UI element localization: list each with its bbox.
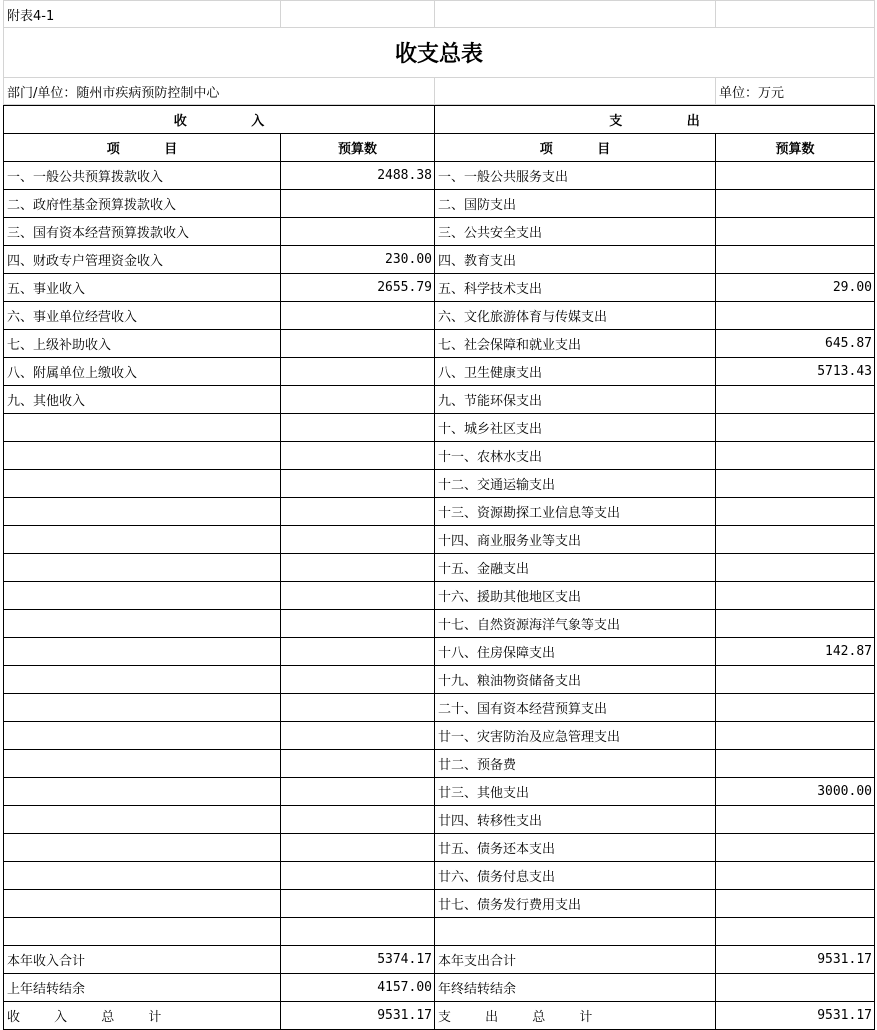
page-title[interactable]: 收支总表	[4, 28, 875, 78]
income-item-cell[interactable]	[4, 442, 281, 470]
table-row	[4, 1002, 875, 1030]
expense-amount-cell[interactable]	[716, 862, 875, 890]
income-amount-cell[interactable]: 230.00	[281, 246, 435, 274]
table-row	[4, 918, 875, 946]
expense-amount-cell[interactable]: 142.87	[716, 638, 875, 666]
income-amount-cell[interactable]	[281, 806, 435, 834]
table-row	[4, 302, 875, 330]
expense-amount-cell[interactable]	[716, 918, 875, 946]
table-row	[4, 554, 875, 582]
section-income-header[interactable]	[4, 106, 435, 134]
expense-item-cell[interactable]: 七、社会保障和就业支出	[435, 330, 716, 358]
table-row	[4, 610, 875, 638]
expense-item-cell[interactable]: 廿五、债务还本支出	[435, 834, 716, 862]
income-item-cell[interactable]	[4, 666, 281, 694]
expense-item-cell[interactable]: 廿六、债务付息支出	[435, 862, 716, 890]
expense-item-cell[interactable]: 廿二、预备费	[435, 750, 716, 778]
expense-amount-cell[interactable]	[716, 386, 875, 414]
income-item-cell[interactable]	[4, 470, 281, 498]
expense-item-cell[interactable]: 二、国防支出	[435, 190, 716, 218]
income-amount-cell[interactable]	[281, 498, 435, 526]
expense-amount-cell[interactable]	[716, 610, 875, 638]
expense-amount-cell[interactable]	[716, 470, 875, 498]
expense-item-column-header[interactable]	[435, 134, 716, 162]
table-row	[4, 442, 875, 470]
table-row	[4, 386, 875, 414]
income-item-cell[interactable]: 收 入 总 计	[4, 1002, 281, 1030]
income-item-cell[interactable]: 二、政府性基金预算拨款收入	[4, 190, 281, 218]
attachment-label[interactable]: 附表4-1	[4, 1, 281, 28]
expense-amount-cell[interactable]: 29.00	[716, 274, 875, 302]
expense-amount-cell[interactable]	[716, 806, 875, 834]
income-item-cell[interactable]: 上年结转结余	[4, 974, 281, 1002]
table-row	[4, 778, 875, 806]
income-amount-cell[interactable]	[281, 554, 435, 582]
expense-amount-cell[interactable]	[716, 750, 875, 778]
expense-item-cell[interactable]: 廿四、转移性支出	[435, 806, 716, 834]
table-row	[4, 498, 875, 526]
expense-item-cell[interactable]: 十三、资源勘探工业信息等支出	[435, 498, 716, 526]
income-item-cell[interactable]	[4, 750, 281, 778]
table-row	[4, 190, 875, 218]
section-expense-header[interactable]	[435, 106, 875, 134]
expense-budget-column-header[interactable]: 预算数	[716, 134, 875, 162]
expense-item-cell[interactable]: 十、城乡社区支出	[435, 414, 716, 442]
table-row	[4, 526, 875, 554]
expense-amount-cell[interactable]	[716, 974, 875, 1002]
income-amount-cell[interactable]	[281, 694, 435, 722]
expense-item-cell[interactable]: 九、节能环保支出	[435, 386, 716, 414]
expense-item-cell[interactable]: 十六、援助其他地区支出	[435, 582, 716, 610]
expense-amount-cell[interactable]	[716, 582, 875, 610]
expense-item-cell[interactable]: 十二、交通运输支出	[435, 470, 716, 498]
table-row	[4, 330, 875, 358]
expense-amount-cell[interactable]	[716, 694, 875, 722]
expense-item-label: 项 目	[539, 142, 611, 157]
expense-item-cell[interactable]: 十七、自然资源海洋气象等支出	[435, 610, 716, 638]
income-amount-cell[interactable]	[281, 358, 435, 386]
table-row	[4, 722, 875, 750]
income-amount-cell[interactable]	[281, 834, 435, 862]
income-amount-cell[interactable]	[281, 750, 435, 778]
section-income-label: 收 入	[173, 114, 265, 129]
expense-amount-cell[interactable]	[716, 526, 875, 554]
empty-cell[interactable]	[281, 1, 435, 28]
income-item-cell[interactable]: 七、上级补助收入	[4, 330, 281, 358]
empty-cell[interactable]	[435, 78, 716, 105]
income-item-cell[interactable]	[4, 554, 281, 582]
expense-amount-cell[interactable]	[716, 554, 875, 582]
income-item-cell[interactable]	[4, 890, 281, 918]
table-row	[4, 246, 875, 274]
income-amount-cell[interactable]	[281, 890, 435, 918]
table-row	[4, 470, 875, 498]
income-item-cell[interactable]	[4, 918, 281, 946]
income-amount-cell[interactable]	[281, 778, 435, 806]
expense-item-cell[interactable]	[435, 918, 716, 946]
income-amount-cell[interactable]	[281, 666, 435, 694]
expense-item-cell[interactable]: 廿七、债务发行费用支出	[435, 890, 716, 918]
income-amount-cell[interactable]	[281, 470, 435, 498]
empty-cell[interactable]	[716, 1, 875, 28]
expense-item-cell[interactable]: 三、公共安全支出	[435, 218, 716, 246]
expense-amount-cell[interactable]: 645.87	[716, 330, 875, 358]
expense-amount-cell[interactable]	[716, 302, 875, 330]
expense-item-cell[interactable]: 十五、金融支出	[435, 554, 716, 582]
expense-item-cell[interactable]: 廿一、灾害防治及应急管理支出	[435, 722, 716, 750]
income-amount-cell[interactable]	[281, 190, 435, 218]
table-row	[4, 414, 875, 442]
expense-amount-cell[interactable]	[716, 218, 875, 246]
income-expense-table	[3, 105, 875, 1030]
table-row	[4, 974, 875, 1002]
income-amount-cell[interactable]	[281, 582, 435, 610]
expense-item-cell[interactable]: 十九、粮油物资储备支出	[435, 666, 716, 694]
income-item-cell[interactable]	[4, 722, 281, 750]
header-table	[3, 0, 875, 105]
income-item-cell[interactable]	[4, 610, 281, 638]
income-item-cell[interactable]	[4, 526, 281, 554]
income-item-cell[interactable]	[4, 414, 281, 442]
expense-item-cell[interactable]: 五、科学技术支出	[435, 274, 716, 302]
table-row	[4, 274, 875, 302]
empty-cell[interactable]	[435, 1, 716, 28]
budget-sheet	[3, 0, 874, 1030]
income-budget-column-header[interactable]: 预算数	[281, 134, 435, 162]
expense-amount-cell[interactable]	[716, 246, 875, 274]
income-amount-cell[interactable]: 2488.38	[281, 162, 435, 190]
table-row	[4, 806, 875, 834]
table-row	[4, 666, 875, 694]
income-item-cell[interactable]	[4, 498, 281, 526]
department-label[interactable]: 部门/单位：随州市疾病预防控制中心	[4, 78, 435, 105]
table-row	[4, 750, 875, 778]
expense-amount-cell[interactable]	[716, 414, 875, 442]
income-item-cell[interactable]	[4, 806, 281, 834]
income-item-cell[interactable]: 六、事业单位经营收入	[4, 302, 281, 330]
income-item-cell[interactable]: 四、财政专户管理资金收入	[4, 246, 281, 274]
income-amount-cell[interactable]	[281, 862, 435, 890]
income-item-cell[interactable]: 三、国有资本经营预算拨款收入	[4, 218, 281, 246]
income-amount-cell[interactable]	[281, 414, 435, 442]
expense-amount-cell[interactable]: 9531.17	[716, 946, 875, 974]
table-row	[4, 890, 875, 918]
income-item-cell[interactable]	[4, 834, 281, 862]
expense-amount-cell[interactable]	[716, 190, 875, 218]
income-item-cell[interactable]	[4, 638, 281, 666]
section-expense-label: 支 出	[609, 114, 700, 129]
income-item-column-header[interactable]	[4, 134, 281, 162]
income-amount-cell[interactable]	[281, 638, 435, 666]
expense-amount-cell[interactable]	[716, 722, 875, 750]
income-amount-cell[interactable]: 4157.00	[281, 974, 435, 1002]
expense-item-cell[interactable]: 支 出 总 计	[435, 1002, 716, 1030]
expense-item-cell[interactable]: 十八、住房保障支出	[435, 638, 716, 666]
income-item-cell[interactable]: 本年收入合计	[4, 946, 281, 974]
income-amount-cell[interactable]	[281, 330, 435, 358]
expense-item-cell[interactable]: 四、教育支出	[435, 246, 716, 274]
income-amount-cell[interactable]: 9531.17	[281, 1002, 435, 1030]
table-row	[4, 638, 875, 666]
income-amount-cell[interactable]: 5374.17	[281, 946, 435, 974]
income-item-label: 项 目	[106, 142, 178, 157]
expense-amount-cell[interactable]	[716, 442, 875, 470]
expense-amount-cell[interactable]	[716, 890, 875, 918]
expense-amount-cell[interactable]: 3000.00	[716, 778, 875, 806]
income-item-cell[interactable]: 五、事业收入	[4, 274, 281, 302]
table-row	[4, 582, 875, 610]
income-amount-cell[interactable]	[281, 526, 435, 554]
income-item-cell[interactable]: 一、一般公共预算拨款收入	[4, 162, 281, 190]
income-item-cell[interactable]	[4, 862, 281, 890]
income-amount-cell[interactable]	[281, 918, 435, 946]
table-row	[4, 862, 875, 890]
income-item-cell[interactable]	[4, 694, 281, 722]
income-amount-cell[interactable]	[281, 302, 435, 330]
table-row	[4, 946, 875, 974]
expense-item-cell[interactable]: 六、文化旅游体育与传媒支出	[435, 302, 716, 330]
table-row	[4, 358, 875, 386]
income-amount-cell[interactable]	[281, 722, 435, 750]
expense-amount-cell[interactable]	[716, 498, 875, 526]
expense-item-cell[interactable]: 二十、国有资本经营预算支出	[435, 694, 716, 722]
expense-item-cell[interactable]: 本年支出合计	[435, 946, 716, 974]
expense-amount-cell[interactable]: 9531.17	[716, 1002, 875, 1030]
income-amount-cell[interactable]	[281, 386, 435, 414]
expense-item-cell[interactable]: 十一、农林水支出	[435, 442, 716, 470]
income-item-cell[interactable]: 八、附属单位上缴收入	[4, 358, 281, 386]
table-row	[4, 694, 875, 722]
table-row	[4, 162, 875, 190]
income-item-cell[interactable]	[4, 778, 281, 806]
unit-label[interactable]: 单位：万元	[716, 78, 875, 105]
income-amount-cell[interactable]	[281, 610, 435, 638]
income-amount-cell[interactable]: 2655.79	[281, 274, 435, 302]
table-row	[4, 218, 875, 246]
table-row	[4, 834, 875, 862]
expense-item-cell[interactable]: 十四、商业服务业等支出	[435, 526, 716, 554]
expense-amount-cell[interactable]	[716, 834, 875, 862]
expense-item-cell[interactable]: 年终结转结余	[435, 974, 716, 1002]
expense-item-cell[interactable]: 八、卫生健康支出	[435, 358, 716, 386]
income-amount-cell[interactable]	[281, 442, 435, 470]
income-item-cell[interactable]	[4, 582, 281, 610]
income-item-cell[interactable]: 九、其他收入	[4, 386, 281, 414]
expense-amount-cell[interactable]: 5713.43	[716, 358, 875, 386]
expense-item-cell[interactable]: 廿三、其他支出	[435, 778, 716, 806]
expense-amount-cell[interactable]	[716, 162, 875, 190]
expense-item-cell[interactable]: 一、一般公共服务支出	[435, 162, 716, 190]
expense-amount-cell[interactable]	[716, 666, 875, 694]
income-amount-cell[interactable]	[281, 218, 435, 246]
